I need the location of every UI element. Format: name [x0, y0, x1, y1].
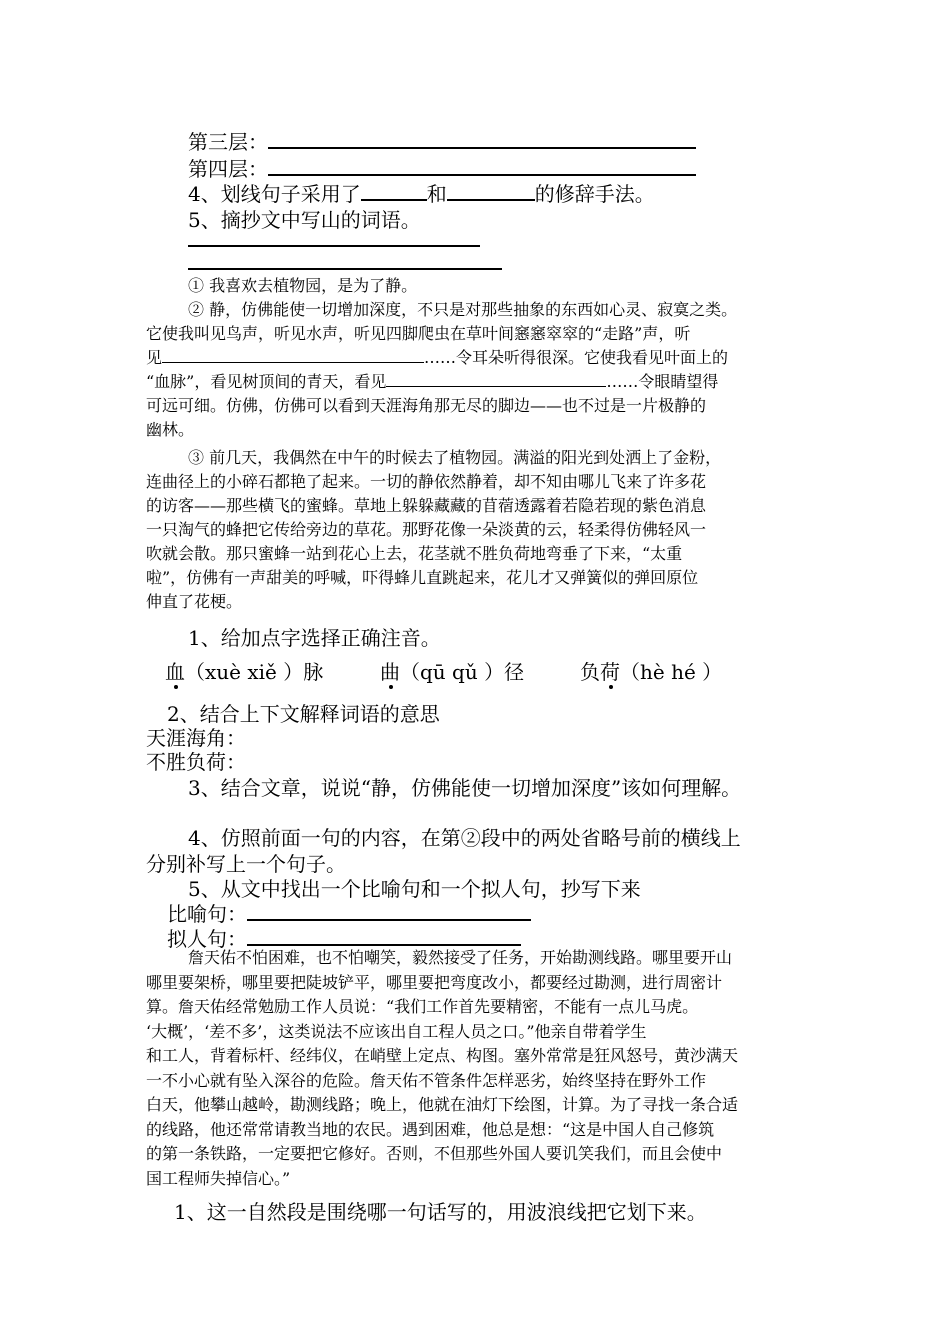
answer-line-2[interactable]	[188, 268, 502, 270]
passage2-line-7: 白天，他攀山越岭，勘测线路；晚上，他就在油灯下绘图，计算。为了寻找一条合适	[146, 1095, 739, 1114]
p2-l4-start: “血脉”，看见树顶间的青天，看见	[146, 372, 387, 391]
paragraph-2-line-6: 幽林。	[146, 420, 195, 439]
paragraph-3-line-2: 连曲径上的小碎石都艳了起来。一切的静依然静着，却不知由哪儿飞来了许多花	[146, 472, 707, 491]
p2-l3-end: ……令耳朵听得很深。它使我看见叶面上的	[424, 348, 729, 367]
pinyin-options-1[interactable]: （xuè xiě ）	[185, 660, 304, 684]
paragraph-1: ① 我喜欢去植物园，是为了静。	[188, 276, 418, 295]
layer4-answer-blank[interactable]	[268, 156, 696, 176]
q3-understanding: 3、结合文章，说说“静，仿佛能使一切增加深度”该如何理解。	[188, 776, 742, 800]
q1-pinyin-instruction: 1、给加点字选择正确注音。	[188, 626, 441, 650]
passage2-line-6: 一不小心就有坠入深谷的危险。詹天佑不管条件怎样恶劣，始终坚持在野外工作	[146, 1070, 707, 1090]
p2-l4-end: ……令眼睛望得	[606, 372, 719, 391]
word-start-3: 负	[580, 660, 600, 684]
layer3-label: 第三层：	[188, 130, 268, 154]
passage-botanical-garden	[146, 274, 826, 614]
passage2-line-10: 国工程师失掉信心。”	[146, 1168, 291, 1188]
passage2-line-4: ‘大概’，‘差不多’，这类说法不应该出自工程人员之口。”他亲自带着学生	[146, 1021, 647, 1041]
emphasis-dot-2	[389, 685, 393, 689]
pinyin-item-3	[580, 656, 722, 685]
paragraph-2-line-5: 可远可细。仿佛，仿佛可以看到天涯海角那无尽的脚边——也不过是一片极静的	[146, 396, 707, 415]
pinyin-options-3[interactable]: （hè hé ）	[620, 660, 723, 684]
question-5-excerpt: 5、摘抄文中写山的词语。	[188, 208, 421, 232]
personification-answer-blank[interactable]	[247, 926, 521, 946]
metaphor-answer-blank[interactable]	[247, 901, 531, 921]
emphasis-dot-1	[174, 685, 178, 689]
pinyin-item-2	[380, 656, 524, 685]
paragraph-3-line-1: ③ 前几天，我偶然在中午的时候去了植物园。满溢的阳光到处洒上了金粉，	[188, 448, 722, 467]
q2-explain-words: 2、结合上下文解释词语的意思	[167, 702, 440, 726]
passage2-line-2: 哪里要架桥，哪里要把陡坡铲平，哪里要把弯度改小，都要经过勘测，进行周密计	[146, 972, 723, 992]
paragraph-3-line-4: 一只淘气的蜂把它传给旁边的草花。那野花像一朵淡黄的云，轻柔得仿佛轻风一	[146, 520, 707, 539]
layer3-line	[188, 126, 696, 155]
q4-suffix: 的修辞手法。	[534, 182, 655, 206]
fill-blank-2[interactable]	[386, 370, 606, 387]
q4-prefix: 4、划线句子采用了	[188, 182, 361, 206]
passage-zhan-tianyou	[146, 946, 826, 1191]
paragraph-3-line-7: 伸直了花梗。	[146, 592, 243, 611]
personification-label: 拟人句：	[167, 927, 247, 951]
q5-find-sentences: 5、从文中找出一个比喻句和一个拟人句，抄写下来	[188, 877, 641, 901]
dotted-char-xue: 血	[165, 660, 185, 684]
passage2-line-5: 和工人，背着标杆、经纬仪，在峭壁上定点、构图。塞外常常是狂风怒号，黄沙满天	[146, 1046, 739, 1065]
layer3-answer-blank[interactable]	[268, 129, 696, 149]
paragraph-3-line-3: 的访客——那些横飞的蜜蜂。草地上躲躲藏藏的苜蓿透露着若隐若现的紫色消息	[146, 496, 707, 515]
paragraph-2-line-4	[146, 370, 826, 394]
passage2-line-3: 算。詹天佑经常勉励工作人员说：“我们工作首先要精密，不能有一点儿马虎。	[146, 997, 699, 1016]
q4-middle: 和	[426, 182, 447, 206]
layer4-label: 第四层：	[188, 157, 268, 181]
answer-line-1[interactable]	[188, 245, 480, 247]
q4-imitate-line-1: 4、仿照前面一句的内容，在第②段中的两处省略号前的横线上	[188, 826, 741, 850]
question-4-rhetoric	[188, 178, 655, 207]
q4-blank-2[interactable]	[447, 181, 535, 201]
fill-blank-1[interactable]	[162, 346, 424, 363]
passage2-line-1: 詹天佑不怕困难，也不怕嘲笑，毅然接受了任务，开始勘测线路。哪里要开山	[188, 948, 733, 967]
q2-word-b: 不胜负荷：	[146, 750, 246, 774]
word-rest-2: 径	[504, 660, 525, 684]
emphasis-dot-3	[609, 685, 613, 689]
q4-imitate-line-2: 分别补写上一个句子。	[146, 852, 346, 876]
paragraph-2-line-2: 它使我叫见鸟声，听见水声，听见四脚爬虫在草叶间窸窸窣窣的“走路”声，听	[146, 324, 691, 343]
metaphor-label: 比喻句：	[167, 902, 247, 926]
p2-l3-start: 见	[146, 348, 163, 367]
word-rest-1: 脉	[303, 660, 324, 684]
pinyin-item-1	[165, 656, 323, 685]
dotted-char-he: 荷	[600, 660, 620, 684]
passage2-question-1: 1、这一自然段是围绕哪一句话写的，用波浪线把它划下来。	[174, 1200, 707, 1224]
paragraph-3-line-6: 啦”，仿佛有一声甜美的呼喊，吓得蜂儿直跳起来，花儿才又弹簧似的弹回原位	[146, 568, 699, 587]
passage2-line-8: 的线路，他还常常请教当地的农民。遇到困难，他总是想：“这是中国人自己修筑	[146, 1119, 715, 1139]
q4-blank-1[interactable]	[361, 181, 427, 201]
dotted-char-qu: 曲	[380, 660, 400, 684]
paragraph-2-line-3	[146, 346, 826, 370]
passage2-line-9: 的第一条铁路，一定要把它修好。否则，不但那些外国人要讥笑我们，而且会使中	[146, 1144, 723, 1163]
q2-word-a: 天涯海角：	[146, 726, 246, 750]
paragraph-3-line-5: 吹就会散。那只蜜蜂一站到花心上去，花茎就不胜负荷地弯垂了下来，“太重	[146, 544, 683, 563]
paragraph-2-line-1: ② 静，仿佛能使一切增加深度，不只是对那些抽象的东西如心灵、寂寞之类。	[188, 300, 738, 319]
pinyin-options-2[interactable]: （qū qǔ ）	[400, 660, 505, 684]
